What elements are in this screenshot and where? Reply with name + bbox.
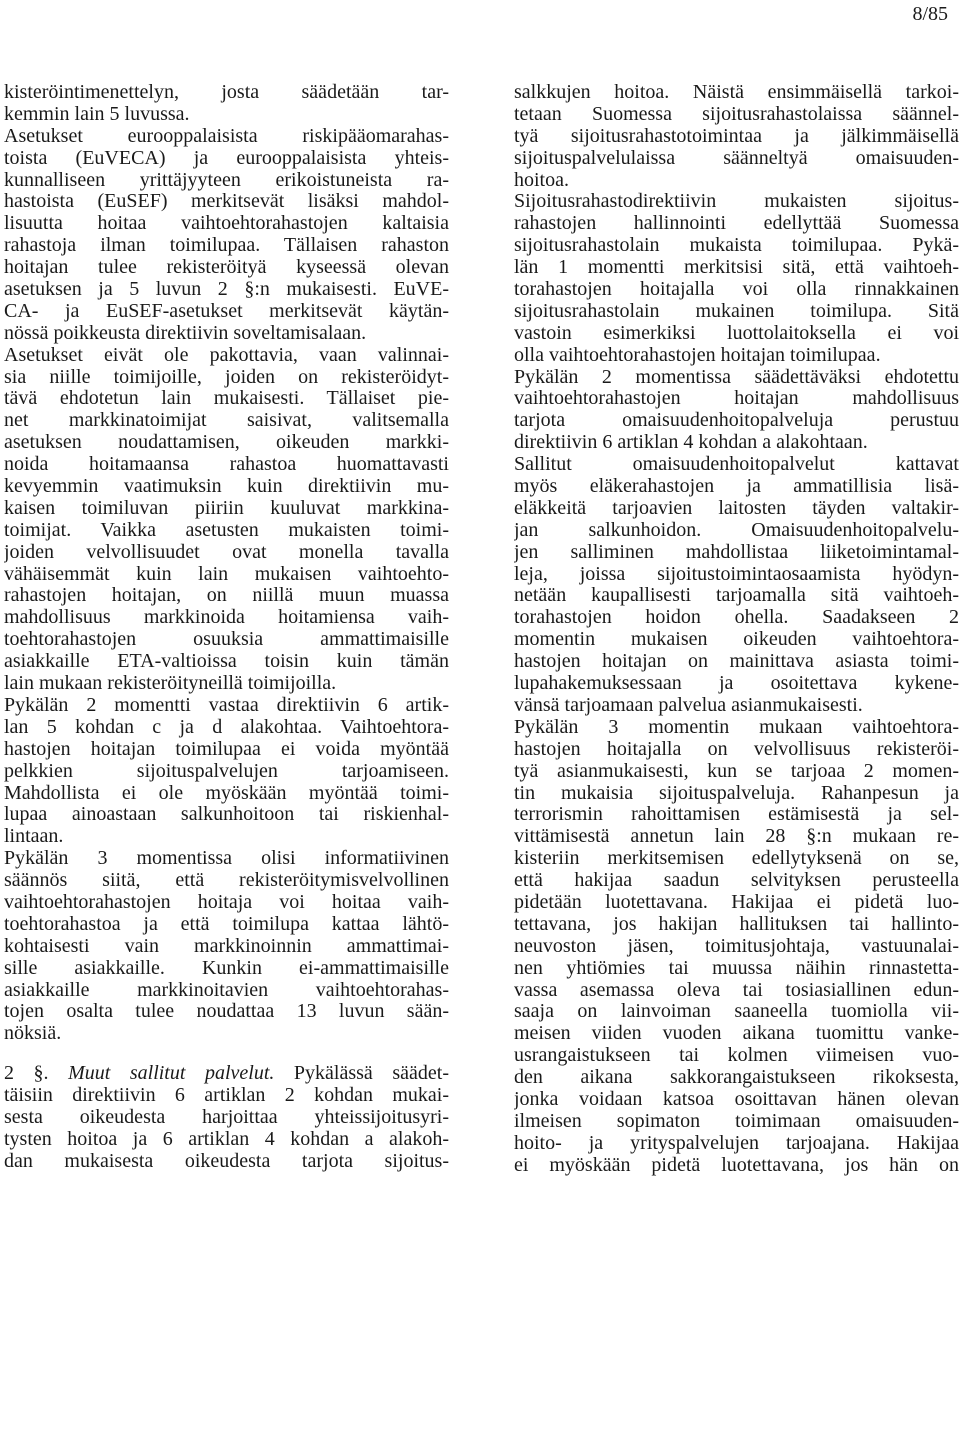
text-line: tysten hoitoa ja 6 artiklan 4 kohdan a alakoh- [4, 1128, 449, 1150]
text-line: terrorismin rahoittamisen estämisestä ja sel- [514, 804, 959, 826]
text-line: hoito- ja yrityspalvelujen tarjoajana. Hakijaa [514, 1132, 959, 1154]
text-line: eläkkeitä tarjoavien laitosten täyden valtakir- [514, 497, 959, 519]
text-line: noida hoitamaansa rahastoa huomattavasti [4, 454, 449, 476]
text-line: tarjota omaisuudenhoitopalveluja perustuu [514, 410, 959, 432]
text-line: kaisen toimiluvan piiriin kuuluvat markkina- [4, 497, 449, 519]
text-line: lain mukaan rekisteröityneillä toimijoilla. [4, 673, 337, 695]
text-line: meisen viiden vuoden aikana tuomittu vanke- [514, 1023, 959, 1045]
text-line [4, 1063, 449, 1085]
text-line: netään kaupallisesti tarjoamalla sitä vaihtoeh- [514, 585, 959, 607]
text-line: Pykälän 3 momentissa olisi informatiivinen [4, 848, 449, 870]
text-line: lupaa ainoastaan salkunhoitoon tai riskienhal- [4, 804, 449, 826]
text-line: vittämisestä annetun lain 28 §:n mukaan re- [514, 826, 959, 848]
text-line: län 1 momentti merkitsisi sitä, että vaihtoeh- [514, 257, 959, 279]
text-line: täisiin direktiivin 6 artiklan 2 kohdan mukai- [4, 1085, 449, 1107]
text-line: saaja on lainvoiman saaneella tuomiolla vii- [514, 1001, 959, 1023]
text-line: rahastojen hallinnointi edellyttää Suomessa [514, 213, 959, 235]
text-line: usrangaistukseen tai kolmen viimeisen vuo- [514, 1045, 959, 1067]
text-line: ilmeisen sopimaton toimimaan omaisuuden- [514, 1110, 959, 1132]
text-line: tävä ehdotetun lain mukaisesti. Tällaiset pie- [4, 388, 449, 410]
text-line: Sijoitusrahastodirektiivin mukaisten sijoitus- [514, 191, 959, 213]
text-line: toehtorahastoa ja että toimilupa kattaa lähtö- [4, 913, 449, 935]
text-line: jonka voidaan katsoa osoittavan hänen olevan [514, 1088, 959, 1110]
text-line: lisuutta hoitaa vaihtoehtorahastojen kaltaisia [4, 213, 449, 235]
text-line: sille asiakkaille. Kunkin ei-ammattimaisille [4, 957, 449, 979]
text-line: kevyemmin vaatimuksin kuin direktiivin mu- [4, 476, 449, 498]
text-line: Asetukset eurooppalaisista riskipääomarahas- [4, 125, 449, 147]
text-line: sijoitusrahastolain mukainen toimilupa. Sitä [514, 300, 959, 322]
text-line: vaihtoehtorahastojen hoitajan mahdollisuus [514, 388, 959, 410]
section-heading: Muut sallitut palvelut. [68, 1063, 275, 1085]
text-line: torahastojen hoidon ohella. Saadakseen 2 [514, 607, 959, 629]
text-line: Asetukset eivät ole pakottavia, vaan valinnai- [4, 344, 449, 366]
text-line: lupahakemuksessaan ja osoitettava kykene- [514, 673, 959, 695]
text-line: Pykälän 3 momentin mukaan vaihtoehtora- [514, 716, 959, 738]
text-line: säännös siitä, että rekisteröitymisvelvollinen [4, 870, 449, 892]
text-line: rahastoja ilman toimilupaa. Tällaisen rahaston [4, 235, 449, 257]
text-line: den aikana sakkorangaistukseen rikoksesta, [514, 1067, 959, 1089]
text-line: tyä asianmukaisesti, kun se tarjoaa 2 momen- [514, 760, 959, 782]
text-line: Pykälän 2 momentti vastaa direktiivin 6 artik- [4, 694, 449, 716]
text-line: Mahdollista ei ole myöskään myöntää toimi- [4, 782, 449, 804]
text-line: jan salkunhoidon. Omaisuudenhoitopalvelu- [514, 519, 959, 541]
text-line: Sallitut omaisuudenhoitopalvelut kattavat [514, 454, 959, 476]
text-line: kunnalliseen yrittäjyyteen erikoistuneista ra- [4, 169, 449, 191]
text-line: toehtorahastojen osuuksia ammattimaisille [4, 629, 449, 651]
text-line: rahastojen hoitajan, on niillä muun muassa [4, 585, 449, 607]
text-line: tetaan Suomessa sijoitusrahastolaissa säännel- [514, 103, 959, 125]
text-line: hastojen hoitajalla on velvollisuus rekisteröi- [514, 738, 959, 760]
text-line: leja, joissa sijoitustoimintaosaamista hyödyn- [514, 563, 959, 585]
page-number: 8/85 [912, 3, 948, 25]
text-line: kisteriin merkitsemisen edellytyksenä on se, [514, 848, 959, 870]
section-text: Pykälässä säädet- [274, 1063, 449, 1085]
text-line: nöksiä. [4, 1023, 62, 1045]
text-line: CA- ja EuSEF-asetukset merkitsevät käytän- [4, 300, 449, 322]
text-line: vänsä tarjoamaan palvelua asianmukaisesti. [514, 694, 863, 716]
text-line: kemmin lain 5 luvussa. [4, 103, 190, 125]
text-line: nössä poikkeusta direktiivin soveltamisalaan. [4, 322, 367, 344]
text-line: asiakkaille markkinoitavien vaihtoehtorahas- [4, 979, 449, 1001]
text-line: tojen osalta tulee noudattaa 13 luvun sään- [4, 1001, 449, 1023]
text-line: kisteröintimenettelyn, josta säädetään tar- [4, 82, 449, 103]
text-line: lan 5 kohdan c ja d alakohtaa. Vaihtoehtora- [4, 716, 449, 738]
text-line: hoitajan tulee rekisteröityä kyseessä olevan [4, 257, 449, 279]
text-line: direktiivin 6 artiklan 4 kohdan a alakohtaan. [514, 432, 868, 454]
text-line: olla vaihtoehtorahastojen hoitajan toimilupaa. [514, 344, 881, 366]
text-line: että hakijaa saadun selvityksen perusteella [514, 870, 959, 892]
text-line: nen yhtiömies tai muussa näihin rinnastetta- [514, 957, 959, 979]
text-line: torahastojen hoitajalla voi olla rinnakkainen [514, 279, 959, 301]
text-line: lintaan. [4, 826, 64, 848]
text-line: tin mukaisia sijoituspalveluja. Rahanpesun ja [514, 782, 959, 804]
text-line: tyä sijoitusrahastotoimintaa ja jälkimmäisellä [514, 125, 959, 147]
text-line: net markkinatoimijat saisivat, valitsemalla [4, 410, 449, 432]
text-line: vastoin esimerkiksi luottolaitoksella ei voi [514, 322, 959, 344]
left-text-column [4, 82, 449, 1173]
text-line: dan mukaisesta oikeudesta tarjota sijoitus- [4, 1150, 449, 1172]
text-line: sijoitusrahastolain mukaista toimilupaa. Pykä- [514, 235, 959, 257]
text-line: hastojen hoitajan toimilupaa ei voida myöntää [4, 738, 449, 760]
text-line: vaihtoehtorahastojen hoitaja voi hoitaa vaih- [4, 891, 449, 913]
text-line: myös eläkerahastojen ja ammatillisia lisä- [514, 476, 959, 498]
text-line: mahdollisuus markkinoida hoitamiensa vaih- [4, 607, 449, 629]
text-line: neuvoston jäsen, toimitusjohtaja, vastuunalai- [514, 935, 959, 957]
text-line: hastoista (EuSEF) merkitsevät lisäksi mahdol- [4, 191, 449, 213]
text-line: Pykälän 2 momentissa säädettäväksi ehdotettu [514, 366, 959, 388]
section-number: 2 §. [4, 1063, 69, 1085]
text-line: asetuksen ja 5 luvun 2 §:n mukaisesti. EuVE- [4, 279, 449, 301]
text-line: hastojen hoitajan on mainittava asiasta toimi- [514, 651, 959, 673]
text-line: asetuksen noudattamisen, oikeuden markki- [4, 432, 449, 454]
text-line: sia niille toimijoille, joiden on rekisteröidyt- [4, 366, 449, 388]
text-line: pelkkien sijoituspalvelujen tarjoamiseen. [4, 760, 449, 782]
text-line: toimijat. Vaikka asetusten mukaisten toimi- [4, 519, 449, 541]
text-line: pidetään luotettavana. Hakijaa ei pidetä luo- [514, 891, 959, 913]
right-text-column [514, 82, 959, 1177]
text-line: kohtaisesti vain markkinoinnin ammattimai- [4, 935, 449, 957]
text-line: joiden velvollisuudet ovat monella tavalla [4, 541, 449, 563]
text-line: ei myöskään pidetä luotettavana, jos hän on [514, 1154, 959, 1176]
text-line: vähäisemmät kuin lain mukaisen vaihtoehto- [4, 563, 449, 585]
text-line: momentin mukaisen oikeuden vaihtoehtora- [514, 629, 959, 651]
text-line: salkkujen hoitoa. Näistä ensimmäisellä tarkoi- [514, 82, 959, 103]
text-line: asiakkaille ETA-valtioissa toisin kuin tämän [4, 651, 449, 673]
text-line: vassa asemassa oleva tai tosiasiallinen edun- [514, 979, 959, 1001]
text-line: toista (EuVECA) ja eurooppalaisista yhteis- [4, 147, 449, 169]
text-line: sesta oikeudesta harjoittaa yhteissijoitusyri- [4, 1106, 449, 1128]
text-line: jen salliminen mahdollistaa liiketoimintamal- [514, 541, 959, 563]
text-line: hoitoa. [514, 169, 569, 191]
text-line: sijoituspalvelulaissa säänneltyä omaisuuden- [514, 147, 959, 169]
text-line: tettavana, jos hakijan hallituksen tai hallinto- [514, 913, 959, 935]
